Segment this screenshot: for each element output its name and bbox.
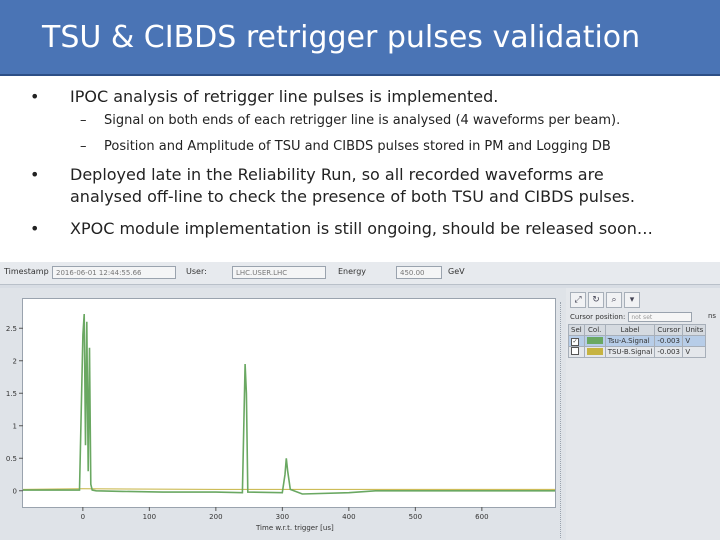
slide-title: TSU & CIBDS retrigger pulses validation (42, 20, 641, 55)
refresh-icon[interactable]: ↻ (588, 292, 604, 308)
cursor-field[interactable]: not set (628, 312, 692, 322)
timestamp-label: Timestamp (4, 267, 49, 276)
waveform-viewer-screenshot (0, 262, 720, 540)
sub-dash: – (80, 139, 87, 154)
y-tick-label: 2 (12, 357, 17, 366)
energy-unit: GeV (448, 267, 465, 276)
legend-row[interactable] (569, 347, 706, 358)
side-panel (566, 288, 720, 540)
legend-header-row (569, 325, 706, 336)
bullet-3-text: XPOC module implementation is still ongoing, should be released soon… (70, 219, 653, 238)
unit-cell: V (683, 347, 706, 358)
label-cell: TSU-B.Signal (605, 347, 655, 358)
energy-label: Energy (338, 267, 367, 276)
viewer-toolbar (0, 262, 720, 285)
y-tick-label: 2.5 (5, 324, 17, 333)
sub-bullet-2-text: Position and Amplitude of TSU and CIBDS pulses stored in PM and Logging DB (104, 139, 611, 154)
color-swatch (587, 348, 603, 355)
magnify-icon[interactable]: ⌕ (606, 292, 622, 308)
x-tick-label: 500 (408, 513, 423, 521)
label-cell: Tsu-A.Signal (605, 336, 655, 347)
sub-bullet-1-text: Signal on both ends of each retrigger line is analysed (4 waveforms per beam). (104, 113, 621, 128)
cursor-unit: ns (708, 312, 717, 320)
cursor-label: Cursor position: (570, 313, 626, 321)
color-cell (584, 336, 605, 347)
chart-axes (0, 288, 566, 540)
zoom-icon[interactable]: ⤢ (570, 292, 586, 308)
y-tick-label: 0.5 (5, 454, 17, 463)
x-tick-label: 400 (342, 513, 356, 521)
side-toolbar (570, 292, 642, 308)
signal-legend-table (568, 324, 706, 358)
plot-frame (0, 288, 567, 540)
legend-header: Units (683, 325, 706, 336)
timestamp-field[interactable]: 2016-06-01 12:44:55.66 (52, 266, 176, 279)
legend-header: Label (605, 325, 655, 336)
legend-header: Cursor (655, 325, 683, 336)
sub-bullet-1 (80, 112, 621, 130)
x-tick-label: 600 (475, 513, 489, 521)
legend-row[interactable] (569, 336, 706, 347)
bullet-1-text: IPOC analysis of retrigger line pulses is implemented. (70, 87, 499, 106)
bullet-dot: • (30, 165, 40, 184)
bullet-2-text: Deployed late in the Reliability Run, so all recorded waveforms are analysed off-line to check the presence of both TSU and CIBDS pulses. (70, 165, 635, 206)
x-axis-label: Time w.r.t. trigger [us] (256, 524, 334, 532)
color-cell (584, 347, 605, 358)
select-checkbox[interactable]: ✓ (572, 337, 578, 345)
cursor-position-row (570, 312, 692, 322)
x-tick-label: 100 (142, 513, 157, 521)
legend-header: Col. (584, 325, 605, 336)
select-cell (569, 336, 585, 347)
user-label: User: (186, 267, 207, 276)
unit-cell: V (683, 336, 706, 347)
sub-dash: – (80, 113, 87, 128)
energy-field[interactable]: 450.00 (396, 266, 442, 279)
bullet-3 (30, 218, 710, 240)
y-tick-label: 1.5 (5, 389, 17, 398)
select-cell (569, 347, 585, 358)
legend-header: Sel (569, 325, 585, 336)
bullet-2 (30, 164, 660, 208)
cursor-cell: -0.003 (655, 347, 683, 358)
x-tick-label: 0 (80, 513, 86, 521)
x-tick-label: 200 (209, 513, 223, 521)
cursor-cell: -0.003 (655, 336, 683, 347)
bullet-dot: • (30, 87, 40, 106)
dropdown-icon[interactable]: ▾ (624, 292, 640, 308)
select-checkbox[interactable] (571, 347, 579, 355)
user-field[interactable]: LHC.USER.LHC (232, 266, 326, 279)
y-tick-label: 0 (12, 487, 17, 496)
color-swatch (587, 337, 603, 344)
sub-bullet-2 (80, 138, 611, 156)
x-tick-label: 300 (275, 513, 290, 521)
y-tick-label: 1 (12, 422, 17, 431)
bullet-dot: • (30, 219, 40, 238)
bullet-1 (30, 86, 710, 108)
